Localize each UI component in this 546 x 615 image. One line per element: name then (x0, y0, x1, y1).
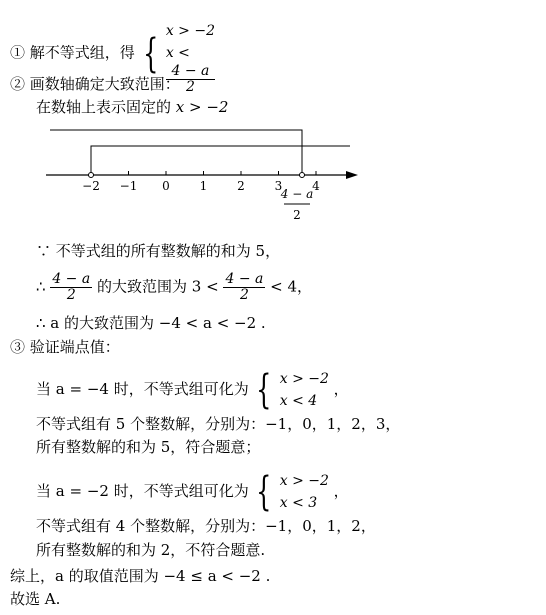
fraction: $\frac{4 - a}{2}$ (52, 271, 91, 303)
answer: 故选 A. (10, 590, 61, 608)
range-bracket-upper (50, 130, 302, 175)
case-1-intro: 当 a = −4 时，不等式组可化为 { x > −2 x < 4 ， (36, 367, 349, 413)
case-2-line-2: 所有整数解的和为 2，不符合题意. (36, 541, 266, 559)
step-3 (10, 338, 120, 356)
case-2-line-1: 不等式组有 4 个整数解，分别为：−1，0，1，2， (36, 517, 376, 535)
number-line (0, 120, 546, 235)
open-point-right (300, 173, 305, 178)
because-line: ∵ 不等式组的所有整数解的和为 5， (36, 242, 281, 260)
fraction: $\frac{4 - a}{2}$ (225, 271, 264, 303)
tick-label: −2 (82, 179, 100, 193)
tick-label: 2 (237, 179, 245, 193)
step-2 (10, 75, 180, 93)
brace-icon: { (142, 30, 158, 77)
tick-label: 3 (274, 179, 283, 193)
brace-icon: { (256, 367, 272, 413)
therefore-line-2: ∴ a 的大致范围为 −4 < a < −2 . (36, 314, 266, 332)
tick-label: 4 (312, 179, 320, 193)
fraction: 4 − a 2 (166, 64, 215, 95)
case-2-intro: 当 a = −2 时，不等式组可化为 { x > −2 x < 3 ， (36, 469, 349, 515)
inequality-1: x > −2 (165, 23, 215, 39)
step-marker: ① (10, 43, 26, 62)
tick-label: 1 (199, 179, 208, 193)
brace-icon: { (256, 469, 272, 515)
math-inline: x > −2 (175, 98, 229, 116)
inequality-system: x > −2 x < 3 (279, 473, 329, 511)
mark-den: 2 (293, 208, 301, 222)
inequality-system: x > −2 x < 4 (279, 371, 329, 409)
step-marker: ③ (10, 338, 26, 356)
range-bracket-lower (91, 146, 350, 175)
tick-label: −1 (119, 179, 138, 193)
step-2-sub: 在数轴上表示固定的 x > −2 (36, 98, 229, 116)
step-marker: ② (10, 75, 26, 93)
case-1-line-1: 不等式组有 5 个整数解，分别为：−1，0，1，2，3， (36, 415, 401, 433)
case-1-line-2: 所有整数解的和为 5，符合题意； (36, 438, 261, 456)
step-title: 验证端点值： (29, 338, 120, 356)
inequality-2: x < 4 − a 2 (166, 42, 215, 95)
arrow-icon (346, 171, 358, 179)
therefore-line-1: ∴ $\frac{4 - a}{2}$ 的大致范围为 3 < $\frac{4 - a}{2}$ < 4， (36, 271, 313, 303)
tick-label: 0 (162, 179, 170, 193)
open-point-left (89, 173, 94, 178)
mark-num: 4 − a (280, 187, 314, 201)
conclusion: 综上，a 的取值范围为 −4 ≤ a < −2 . (10, 567, 271, 585)
step-text: 解不等式组，得 (29, 43, 135, 62)
step-title: 画数轴确定大致范围： (29, 75, 180, 93)
